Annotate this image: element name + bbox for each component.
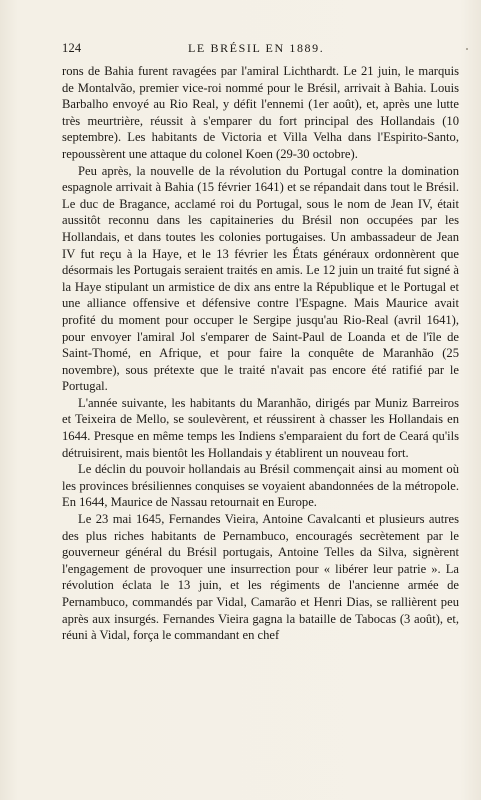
running-title: LE BRÉSIL EN 1889. [188, 41, 325, 55]
paragraph: Peu après, la nouvelle de la révolution du Portugal contre la domination espagnole arrivait à Bahia (15 février 1641) et se répandait dans tout le Brésil. Le duc de Bragance, acclamé roi du Portugal, sous le nom de Jean IV, était aussitôt reconnu dans les capitaineries du Brésil non occupées par les Hollandais, et dans toutes les colonies portugaises. Un ambassadeur de Jean IV fut reçu à la Haye, et le 13 février les États généraux ordonnèrent que désormais les Portugais seraient traités en amis. Le 12 juin un traité fut signé à la Haye stipulant un armistice de dix ans entre la République et le Portugal et une alliance offensive et défensive contre l'Espagne. Mais Maurice avait profité du moment pour occuper le Sergipe jusqu'au Rio-Real (avril 1641), pour envoyer l'amiral Jol s'emparer de Saint-Paul de Loanda et de l'île de Saint-Thomé, en Afrique, et pour faire la conquête de Maranhão (25 novembre), sous prétexte que le traité n'avait pas encore été ratifié par le Portugal. [62, 163, 459, 394]
paragraph: rons de Bahia furent ravagées par l'amiral Lichthardt. Le 21 juin, le marquis de Montalvão, premier vice-roi nommé pour le Brésil, arrivait à Bahia. Louis Barbalho envoyé au Rio Real, y défit l'ennemi (1er août), et, après une lutte très meurtrière, réussit à s'emparer du fort principal des Hollandais (10 septembre). Les habitants de Victoria et Villa Velha dans l'Espirito-Santo, repoussèrent une attaque du colonel Koen (29-30 octobre). [62, 64, 459, 161]
paragraph: L'année suivante, les habitants du Maranhão, dirigés par Muniz Barreiros et Teixeira de Mello, se soulevèrent, et réussirent à chasser les Hollandais en 1644. Presque en même temps les Indiens s'emparaient du fort de Ceará qu'ils détruisirent, mais bientôt les Hollandais y établirent un nouveau fort. [62, 395, 459, 460]
page-speck [466, 48, 468, 50]
paragraph: Le déclin du pouvoir hollandais au Brésil commençait ainsi au moment où les provinces brésiliennes conquises se voyaient abandonnées de la métropole. En 1644, Maurice de Nassau retournait en Europe. [62, 462, 459, 510]
paragraph: Le 23 mai 1645, Fernandes Vieira, Antoine Cavalcanti et plusieurs autres des plus riches habitants de Pernambuco, encouragés secrètement par le gouverneur général du Brésil portugais, Antoine Telles da Silva, signèrent l'engagement de provoquer une insurrection pour « libérer leur patrie ». La révolution éclata le 13 juin, et les régiments de l'ancienne armée de Pernambuco, commandés par Vidal, Camarão et Henri Dias, se rallièrent peu après aux insurgés. Fernandes Vieira gagna la bataille de Tabocas (3 août), et, réuni à Vidal, força le commandant en chef [62, 512, 459, 643]
page-number: 124 [62, 41, 82, 55]
body-text [62, 63, 459, 644]
page-header [62, 41, 462, 57]
